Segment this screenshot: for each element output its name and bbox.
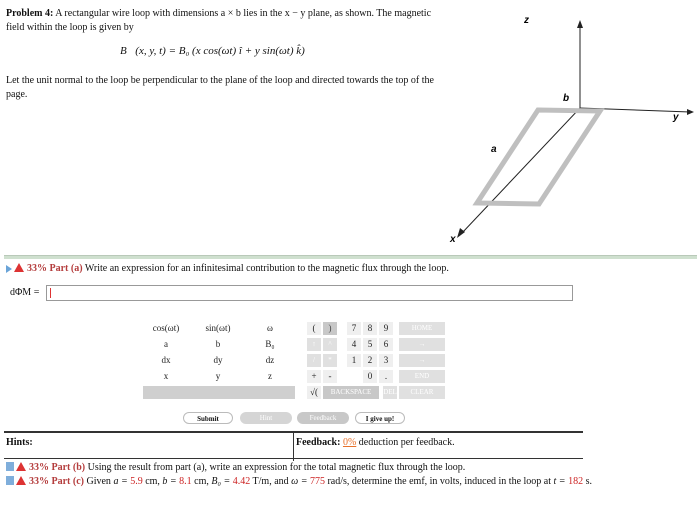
key-a[interactable]: a [143, 338, 189, 351]
feedback-button[interactable]: Feedback [297, 412, 349, 424]
part-c-a-value: 5.9 [130, 476, 143, 487]
loop-figure [440, 0, 700, 255]
key-minus[interactable]: - [323, 370, 337, 383]
answer-input[interactable] [46, 285, 573, 301]
part-c-label: Part (c) [51, 476, 84, 487]
wire-loop [477, 110, 600, 204]
x-axis-arrow [457, 228, 465, 238]
key-blank-wide[interactable] [143, 386, 295, 399]
x-axis-label: x [450, 234, 456, 245]
document-icon [6, 476, 14, 485]
key-multiply[interactable]: * [323, 354, 337, 367]
key-0[interactable]: 0 [363, 370, 377, 383]
key-sin[interactable]: sin(ωt) [195, 322, 241, 335]
hints-feedback-bar [4, 431, 583, 459]
hint-button[interactable]: Hint [240, 412, 292, 424]
part-a-percent: 33% [27, 263, 47, 274]
answer-row [10, 285, 573, 301]
part-c-b-value: 8.1 [179, 476, 192, 487]
part-c-b-unit: cm, [194, 476, 209, 487]
key-8[interactable]: 8 [363, 322, 377, 335]
feedback-percent: 0% [342, 437, 357, 448]
key-6[interactable]: 6 [379, 338, 393, 351]
key-z[interactable]: z [247, 370, 293, 383]
key-2[interactable]: 2 [363, 354, 377, 367]
feedback-label: Feedback: [296, 437, 341, 448]
part-c-B0-value: 4.42 [232, 476, 251, 487]
part-c-a-eq: a = [113, 476, 128, 487]
normal-direction-text: Let the unit normal to the loop be perpendicular to the plane of the loop and directed towards the top of the page. [6, 75, 434, 100]
part-b-percent: 33% [29, 462, 49, 473]
key-plus[interactable]: + [307, 370, 321, 383]
key-dot[interactable]: . [379, 370, 393, 383]
problem-label: Problem 4: [6, 8, 54, 19]
key-divide[interactable]: / [307, 354, 321, 367]
key-x[interactable]: x [143, 370, 189, 383]
key-3[interactable]: 3 [379, 354, 393, 367]
field-formula: B⃗(x, y, t) = B₀ (x cos(ωt) î + y sin(ωt) k̂) [120, 45, 305, 57]
key-caret[interactable]: ^ [323, 338, 337, 351]
key-backspace[interactable]: BACKSPACE [323, 386, 379, 399]
part-c-t-unit: s. [585, 476, 592, 487]
document-icon [6, 462, 14, 471]
loop-diagram [440, 0, 700, 255]
key-b[interactable]: b [195, 338, 241, 351]
key-1[interactable]: 1 [347, 354, 361, 367]
y-axis-label: y [673, 112, 679, 123]
hints-divider [293, 433, 294, 461]
key-B0[interactable]: B₀ [247, 338, 293, 351]
part-c-w-unit: rad/s, determine the emf, in volts, induced in the loop at [327, 476, 552, 487]
part-c-header[interactable] [6, 475, 694, 488]
key-9[interactable]: 9 [379, 322, 393, 335]
part-c-B0-unit: T/m, and [252, 476, 289, 487]
part-b-label: Part (b) [51, 462, 86, 473]
key-dy[interactable]: dy [195, 354, 241, 367]
key-4[interactable]: 4 [347, 338, 361, 351]
part-c-w-eq: ω = [291, 476, 308, 487]
key-dx[interactable]: dx [143, 354, 189, 367]
part-a-header[interactable] [6, 263, 449, 274]
hints-label: Hints: [6, 437, 33, 448]
part-a-label: Part (a) [49, 263, 83, 274]
part-c-b-eq: b = [162, 476, 177, 487]
key-right-2[interactable]: → [399, 354, 445, 367]
warning-icon [14, 263, 24, 272]
z-axis-label: z [524, 15, 529, 26]
side-b-label: b [563, 93, 570, 104]
key-5[interactable]: 5 [363, 338, 377, 351]
key-del[interactable]: DEL [383, 386, 397, 399]
give-up-button[interactable]: I give up! [355, 412, 405, 424]
part-b-prompt: Using the result from part (a), write an expression for the total magnetic flux through the loop. [87, 462, 466, 473]
warning-icon [16, 462, 26, 471]
key-cos[interactable]: cos(ωt) [143, 322, 189, 335]
part-c-given: Given [86, 476, 111, 487]
key-open-paren[interactable]: ( [307, 322, 321, 335]
answer-label: dΦM = [10, 287, 40, 298]
y-axis-arrow [687, 109, 694, 115]
part-c-B0-eq: B₀ = [211, 476, 231, 487]
play-icon[interactable] [6, 265, 12, 273]
key-right-1[interactable]: → [399, 338, 445, 351]
key-home[interactable]: HOME [399, 322, 445, 335]
z-axis-arrow [577, 20, 583, 28]
key-clear[interactable]: CLEAR [399, 386, 445, 399]
key-sqrt[interactable]: √( [307, 386, 321, 399]
problem-intro: A rectangular wire loop with dimensions a × b lies in the x − y plane, as shown. The magnetic field within the loop is given by [6, 8, 432, 33]
key-up-arrow[interactable]: ↑ [307, 338, 321, 351]
part-c-t-eq: t = [553, 476, 566, 487]
side-a-label: a [491, 144, 497, 155]
key-dz[interactable]: dz [247, 354, 293, 367]
key-7[interactable]: 7 [347, 322, 361, 335]
key-close-paren[interactable]: ) [323, 322, 337, 335]
part-c-a-unit: cm, [145, 476, 160, 487]
key-omega[interactable]: ω [247, 322, 293, 335]
submit-button[interactable]: Submit [183, 412, 233, 424]
feedback-suffix: deduction per feedback. [358, 437, 455, 448]
part-c-t-value: 182 [568, 476, 584, 487]
text-caret [50, 288, 51, 298]
part-c-percent: 33% [29, 476, 49, 487]
warning-icon [16, 476, 26, 485]
problem-statement [6, 7, 436, 35]
part-c-w-value: 775 [309, 476, 325, 487]
part-a-prompt: Write an expression for an infinitesimal contribution to the magnetic flux through the loop. [84, 263, 449, 274]
feedback-info [296, 437, 455, 448]
part-b-header[interactable] [6, 462, 465, 473]
key-end[interactable]: END [399, 370, 445, 383]
section-divider [4, 255, 697, 259]
key-y[interactable]: y [195, 370, 241, 383]
